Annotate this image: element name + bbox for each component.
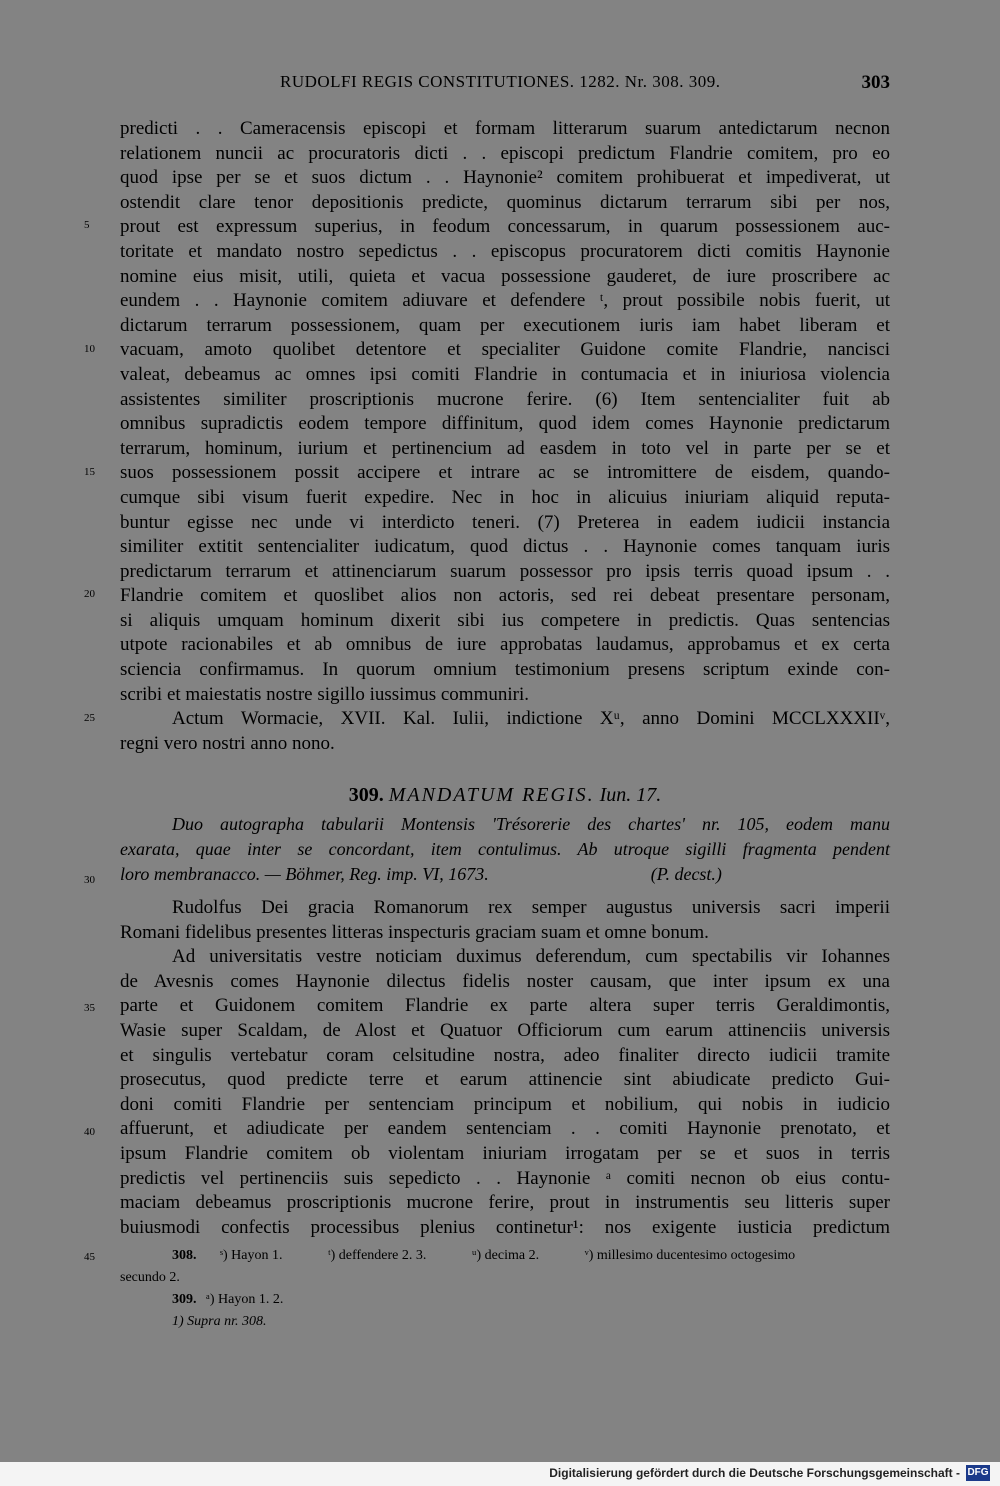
text-line: Ad universitatis vestre noticiam duximus deferendum, cum spectabilis vir Iohannes <box>172 946 890 968</box>
note-line: Duo autographa tabularii Montensis 'Trésorerie des chartes' nr. 105, eodem manu <box>172 814 890 834</box>
text-line: parte et Guidonem comitem Flandrie ex parte altera super terris Geraldimontis, <box>120 995 890 1017</box>
actum-line: Actum Wormacie, XVII. Kal. Iulii, indictione Xᵘ, anno Domini MCCLXXXIIᵛ, <box>172 708 890 730</box>
footnotes <box>120 1245 890 1333</box>
text-line: suos possessionem possit accipere et intrare ac se intromittere de eisdem, quando- <box>120 462 890 484</box>
line-number: 45 <box>84 1251 95 1263</box>
body-text-309 <box>120 896 890 1240</box>
heading-title: MANDATUM REGIS. <box>388 784 595 806</box>
footnote-line <box>120 1289 890 1311</box>
text-line: utpote racionabiles et ab omnibus de iure approbatas laudamus, approbamus et ex certa <box>120 634 890 656</box>
text-line: predictis vel pertinenciis suis sepedicto . . Haynonie ᵃ comiti necnon ob eius contu- <box>120 1167 890 1189</box>
text-line: toritate et mandato nostro sepedictus . . episcopus procuratorem dicti comitis Haynonie <box>120 240 890 262</box>
text-line: doni comiti Flandrie per sentenciam principum et nobilium, qui nobis in iudicio <box>120 1093 890 1115</box>
line-number: 40 <box>84 1126 95 1138</box>
footnote: ᵘ) decima 2. <box>471 1248 540 1263</box>
text-line: Flandrie comitem et quoslibet alios non actoris, sed rei debeat presentare personam, <box>120 585 890 607</box>
editorial-note <box>120 812 890 887</box>
text-line: buiusmodi confectis processibus plenius continetur¹: nos exigente iusticia predictum <box>120 1216 890 1238</box>
running-title: RUDOLFI REGIS CONSTITUTIONES. 1282. Nr. 308. 309. <box>280 72 721 91</box>
text-line: omnibus supradictis eodem tempore diffinitum, quod idem comes Haynonie predictarum <box>120 413 890 435</box>
footnote-line: 1) Supra nr. 308. <box>172 1314 267 1329</box>
text-line: de Avesnis comes Haynonie dilectus fidelis noster causam, que inter ipsum ex una <box>120 970 890 992</box>
text-line: vacuam, amoto quolibet detentore et specialiter Guidone comite Flandrie, nancisci <box>120 339 890 361</box>
text-line: sciencia confirmamus. In quorum omnium testimonium presens scriptum exinde con- <box>120 659 890 681</box>
footer-bar <box>0 1462 1000 1486</box>
footnote: ᵗ) deffendere 2. 3. <box>327 1248 427 1263</box>
footnote: ᵛ) millesimo ducentesimo octogesimo <box>584 1248 796 1263</box>
line-number: 5 <box>84 219 90 231</box>
text-line: predicti . . Cameracensis episcopi et formam litterarum suarum antedictarum necnon <box>120 118 890 139</box>
text-line: Romani fidelibus presentes litteras inspecturis graciam suam et omne bonum. <box>120 921 709 943</box>
text-line: scribi et maiestatis nostre sigillo iussimus communiri. <box>120 683 529 705</box>
footnote: ˢ) Hayon 1. <box>220 1248 283 1263</box>
text-line: maciam debeamus proscriptionis mucrone ferire, prout in instrumentis seu litteris super <box>120 1192 890 1214</box>
dfg-logo: DFG <box>966 1465 990 1481</box>
text-line: eundem . . Haynonie comitem adiuvare et defendere ᵗ, prout possibile nobis fuerit, ut <box>120 290 890 312</box>
note-line: exarata, quae inter se concordant, item contulimus. Ab utroque sigilli fragmenta pendent <box>120 839 890 859</box>
text-line: si aliquis umquam hominum dixerit sibi ius competere in predictis. Quas sentencias <box>120 609 890 631</box>
text-line: assistentes similiter proscriptionis mucrone ferire. (6) Item sentencialiter fuit ab <box>120 388 890 410</box>
line-number: 30 <box>84 874 95 886</box>
actum-line: regni vero nostri anno nono. <box>120 732 335 754</box>
text-line: ostendit clare tenor depositionis predicte, quominus dictarum terrarum sibi per nos, <box>120 191 890 213</box>
text-line: valeat, debeamus ac omnes ipsi comiti Flandrie in contumacia et in iniuriosa violencia <box>120 363 890 385</box>
line-number: 35 <box>84 1002 95 1014</box>
text-line: buntur egisse nec unde vi interdicto teneri. (7) Preterea in eadem iudicii instancia <box>120 511 890 533</box>
text-line: ipsum Flandrie comitem ob violentam iniuriam irrogatam per se et suos in terris <box>120 1142 890 1164</box>
line-number: 10 <box>84 343 95 355</box>
document-heading-309 <box>120 784 890 807</box>
text-line: terrarum, hominum, iurium et pertinencium ad easdem in toto vel in parte per se et <box>120 437 890 459</box>
text-line: predictarum terrarum et attinenciarum suarum possessor pro ipsis terris quoad ipsum . . <box>120 560 890 582</box>
text-line: prosecutus, quod predicte terre et earum attinencie sint abiudicate predicto Gui- <box>120 1069 890 1091</box>
footnote-label: 308. <box>172 1248 197 1263</box>
body-text-308 <box>120 117 890 756</box>
heading-number: 309. <box>348 784 384 806</box>
text-line: Wasie super Scaldam, de Alost et Quatuor Officiorum cum earum attinenciis universis <box>120 1019 890 1041</box>
funding-notice: Digitalisierung gefördert durch die Deutsche Forschungsgemeinschaft - <box>549 1466 960 1480</box>
footnote: ᵃ) Hayon 1. 2. <box>206 1292 284 1307</box>
running-head <box>120 72 890 102</box>
text-line: affuerunt, et adiudicate per eandem sentenciam . . comiti Haynonie prenotato, et <box>120 1118 890 1140</box>
page-number: 303 <box>861 72 890 93</box>
text-line: similiter extitit sentencialiter iudicatum, quod dictus . . Haynonie comes tanquam iuris <box>120 536 890 558</box>
text-line: cumque sibi visum fuerit expedire. Nec in hoc in alicuius iniuriam aliquid reputa- <box>120 486 890 508</box>
note-line: loro membranacco. — Böhmer, Reg. imp. VI, 1673. (P. decst.) <box>120 864 722 884</box>
line-number: 20 <box>84 588 95 600</box>
heading-date: Iun. 17. <box>599 784 662 806</box>
line-number: 15 <box>84 466 95 478</box>
text-line: dictarum terrarum possessionem, quam per executionem iuris iam habet liberam et <box>120 314 890 336</box>
text-line: quod ipse per se et suos dictum . . Haynonie² comitem prohibuerat et impediverat, ut <box>120 167 890 189</box>
text-line: Rudolfus Dei gracia Romanorum rex semper augustus universis sacri imperii <box>172 897 890 918</box>
footnote-line <box>120 1245 890 1267</box>
text-line: nomine eius misit, utili, quieta et vacua possessione gauderet, de iure proscribere ac <box>120 265 890 287</box>
text-line: prout est expressum superius, in feodum concessarum, in quarum possessionem auc- <box>120 216 890 238</box>
text-line: et singulis vertebatur coram celsitudine nostra, adeo finaliter directo iudicii tramite <box>120 1044 890 1066</box>
line-number: 25 <box>84 712 95 724</box>
text-line: relationem nuncii ac procuratoris dicti . . episcopi predictum Flandrie comitem, pro eo <box>120 142 890 164</box>
footnote-line: secundo 2. <box>120 1270 180 1285</box>
footnote-label: 309. <box>172 1292 197 1307</box>
